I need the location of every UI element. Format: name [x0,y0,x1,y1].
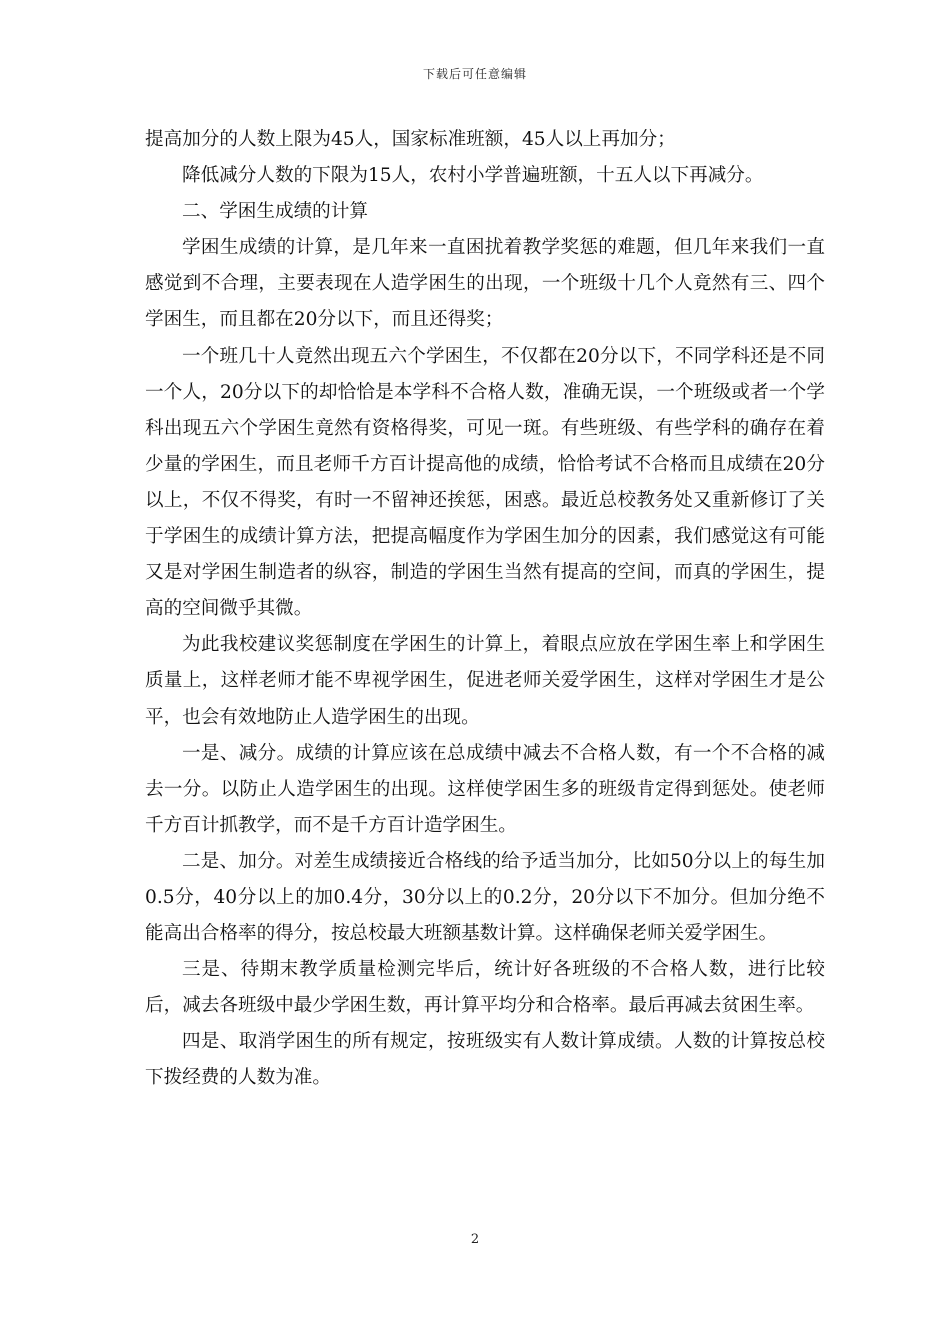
page-header: 下载后可任意编辑 [422,67,527,81]
section-heading-struggling-students: 二、学困生成绩的计算 [182,201,368,223]
paragraph-point-four: 四是、取消学困生的所有规定，按班级实有人数计算成绩。人数的计算按总校下拨经费的人数为准。 [145,1031,825,1089]
paragraph-examples: 一个班几十人竟然出现五六个学困生，不仅都在20分以下，不同学科还是不同一个人，20分以下的却恰恰是本学科不合格人数，准确无误，一个班级或者一个学科出现五六个学困生竟然有资格得奖，可见一斑。有些班级、有些学科的确存在着少量的学困生，而且老师千方百计提高他的成绩，恰恰考试不合格而且成绩在20分以上，不仅不得奖，有时一不留神还挨惩，困惑。最近总校教务处又重新修订了关于学困生的成绩计算方法，把提高幅度作为学困生加分的因素，我们感觉这有可能又是对学困生制造者的纵容，制造的学困生当然有提高的空间，而真的学困生，提高的空间微乎其微。 [145,345,825,620]
document-body [145,122,825,1097]
paragraph-deduction-lower-limit: 降低减分人数的下限为15人，农村小学普遍班额，十五人以下再减分。 [182,165,764,187]
paragraph-calculation-problem: 学困生成绩的计算，是几年来一直困扰着教学奖惩的难题，但几年来我们一直感觉到不合理，主要表现在人造学困生的出现，一个班级十几个人竟然有三、四个学困生，而且都在20分以下，而且还得奖； [145,237,825,331]
paragraph-point-one-deduction: 一是、减分。成绩的计算应该在总成绩中减去不合格人数，有一个不合格的减去一分。以防止人造学困生的出现。这样使学困生多的班级肯定得到惩处。使老师千方百计抓教学，而不是千方百计造学困生。 [145,742,825,836]
paragraph-suggestion: 为此我校建议奖惩制度在学困生的计算上，着眼点应放在学困生率上和学困生质量上，这样老师才能不卑视学困生，促进老师关爱学困生，这样对学困生才是公平，也会有效地防止人造学困生的出现。 [145,634,825,728]
paragraph-point-two-bonus: 二是、加分。对差生成绩接近合格线的给予适当加分，比如50分以上的每生加0.5分，40分以上的加0.4分，30分以上的0.2分，20分以下不加分。但加分绝不能高出合格率的得分，按总校最大班额基数计算。这样确保老师关爱学困生。 [145,850,825,945]
paragraph-point-three: 三是、待期末教学质量检测完毕后，统计好各班级的不合格人数，进行比较后，减去各班级中最少学困生数，再计算平均分和合格率。最后再减去贫困生率。 [145,959,825,1017]
paragraph-bonus-upper-limit: 提高加分的人数上限为45人，国家标准班额，45人以上再加分； [145,129,676,150]
page-number: 2 [470,1232,480,1247]
